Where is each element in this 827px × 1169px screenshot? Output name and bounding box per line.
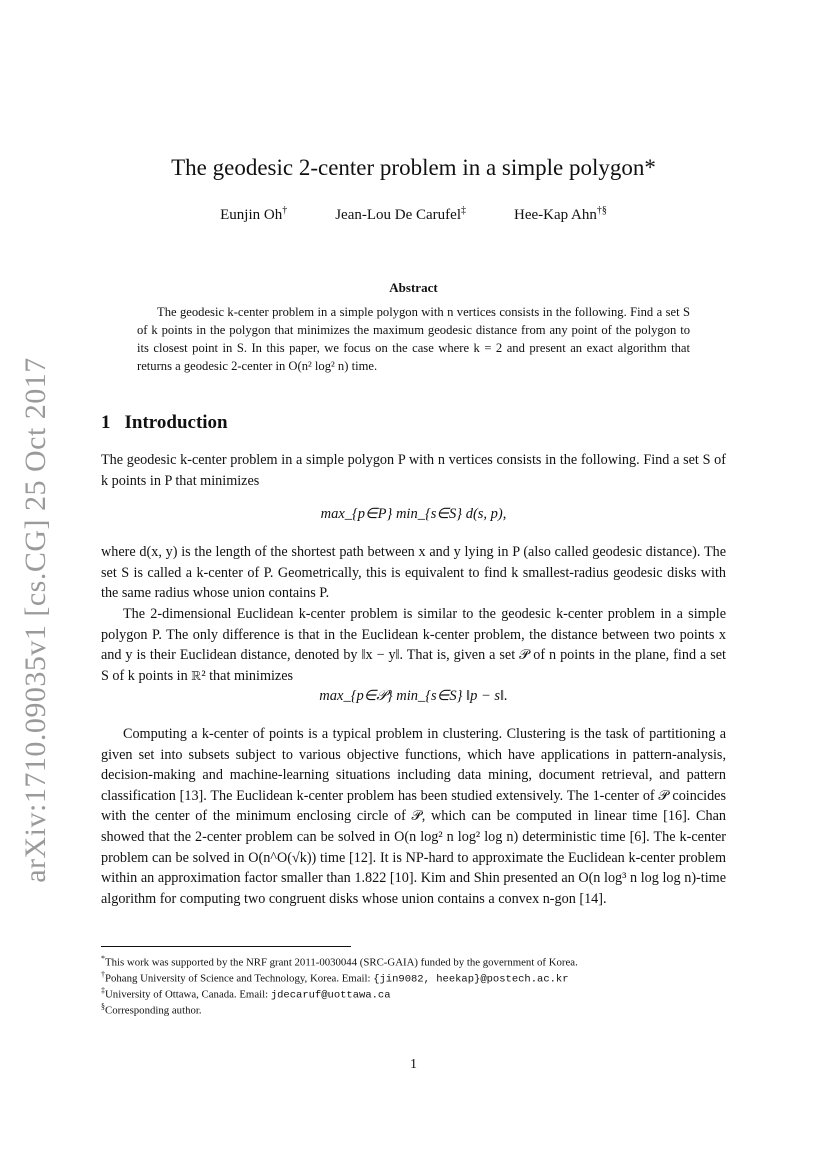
footnote-rule — [101, 946, 351, 947]
paper-title: The geodesic 2-center problem in a simple polygon* — [171, 155, 656, 180]
section-heading — [101, 412, 228, 434]
equation: max_{p∈P} min_{s∈S} d(s, p), — [320, 506, 507, 522]
paragraph: The geodesic k-center problem in a simple polygon P with n vertices consists in the following. Find a set S of k points in P that minimizes — [101, 452, 726, 489]
section-number: 1 — [101, 412, 111, 433]
paragraph: where d(x, y) is the length of the shortest path between x and y lying in P (also called geodesic distance). The set S is called a k-center of P. Geometrically, this is equivalent to find k smallest-radius geodesic disks with the same radius whose union contains P. — [101, 544, 726, 602]
email: jdecaruf@uottawa.ca — [270, 989, 391, 1002]
equation: max_{p∈𝒫} min_{s∈S} ‖p − s‖. — [319, 688, 508, 704]
arxiv-stamp-text: arXiv:1710.09035v1 [cs.CG] 25 Oct 2017 — [19, 357, 52, 883]
author: Eunjin Oh† — [220, 205, 288, 223]
footnote: ‡University of Ottawa, Canada. Email: jdecaruf@uottawa.ca — [101, 986, 391, 1002]
email: {jin9082, heekap}@postech.ac.kr — [373, 973, 569, 986]
author: Jean-Lou De Carufel‡ — [335, 205, 466, 223]
author-list — [100, 205, 727, 224]
footnote: †Pohang University of Science and Technology, Korea. Email: {jin9082, heekap}@postech.ac.kr — [101, 970, 569, 986]
arxiv-stamp — [6, 357, 66, 883]
section-title: Introduction — [124, 412, 228, 433]
abstract-heading: Abstract — [389, 280, 438, 295]
footnote: *This work was supported by the NRF grant 2011-0030044 (SRC-GAIA) funded by the government of Korea. — [101, 954, 578, 969]
footnote: §Corresponding author. — [101, 1002, 202, 1017]
author: Hee-Kap Ahn†§ — [513, 205, 607, 223]
paragraph: The 2-dimensional Euclidean k-center problem is similar to the geodesic k-center problem in a simple polygon P. The only difference is that in the Euclidean k-center problem, the distance between two points x and y is their Euclidean distance, denoted by ‖x − y‖. That is, given a set 𝒫 of n points in the plane, find a set S of k points in ℝ² that minimizes — [101, 606, 726, 684]
page-number: 1 — [410, 1057, 417, 1072]
abstract-text: The geodesic k-center problem in a simple polygon with n vertices consists in the following. Find a set S of k points in the polygon that minimizes the maximum geodesic distance from any point of the polygon to its closest point in S. In this paper, we focus on the case where k = 2 and present an exact algorithm that returns a geodesic 2-center in O(n² log² n) time. — [137, 305, 690, 373]
paragraph: Computing a k-center of points is a typical problem in clustering. Clustering is the task of partitioning a given set into subsets subject to various objective functions, which have applications in pattern-analysis, decision-making and machine-learning situations including data mining, document retrieval, and pattern classification [13]. The Euclidean k-center problem has been studied extensively. The 1-center of 𝒫 coincides with the center of the minimum enclosing circle of 𝒫, which can be computed in linear time [16]. Chan showed that the 2-center problem can be solved in O(n log² n log² log n) deterministic time [6]. The k-center problem can be solved in O(n^O(√k)) time [12]. It is NP-hard to approximate the Euclidean k-center problem within an approximation factor smaller than 1.822 [10]. Kim and Shin presented an O(n log³ n log log n)-time algorithm for computing two congruent disks whose union contains a convex n-gon [14]. — [101, 726, 726, 907]
